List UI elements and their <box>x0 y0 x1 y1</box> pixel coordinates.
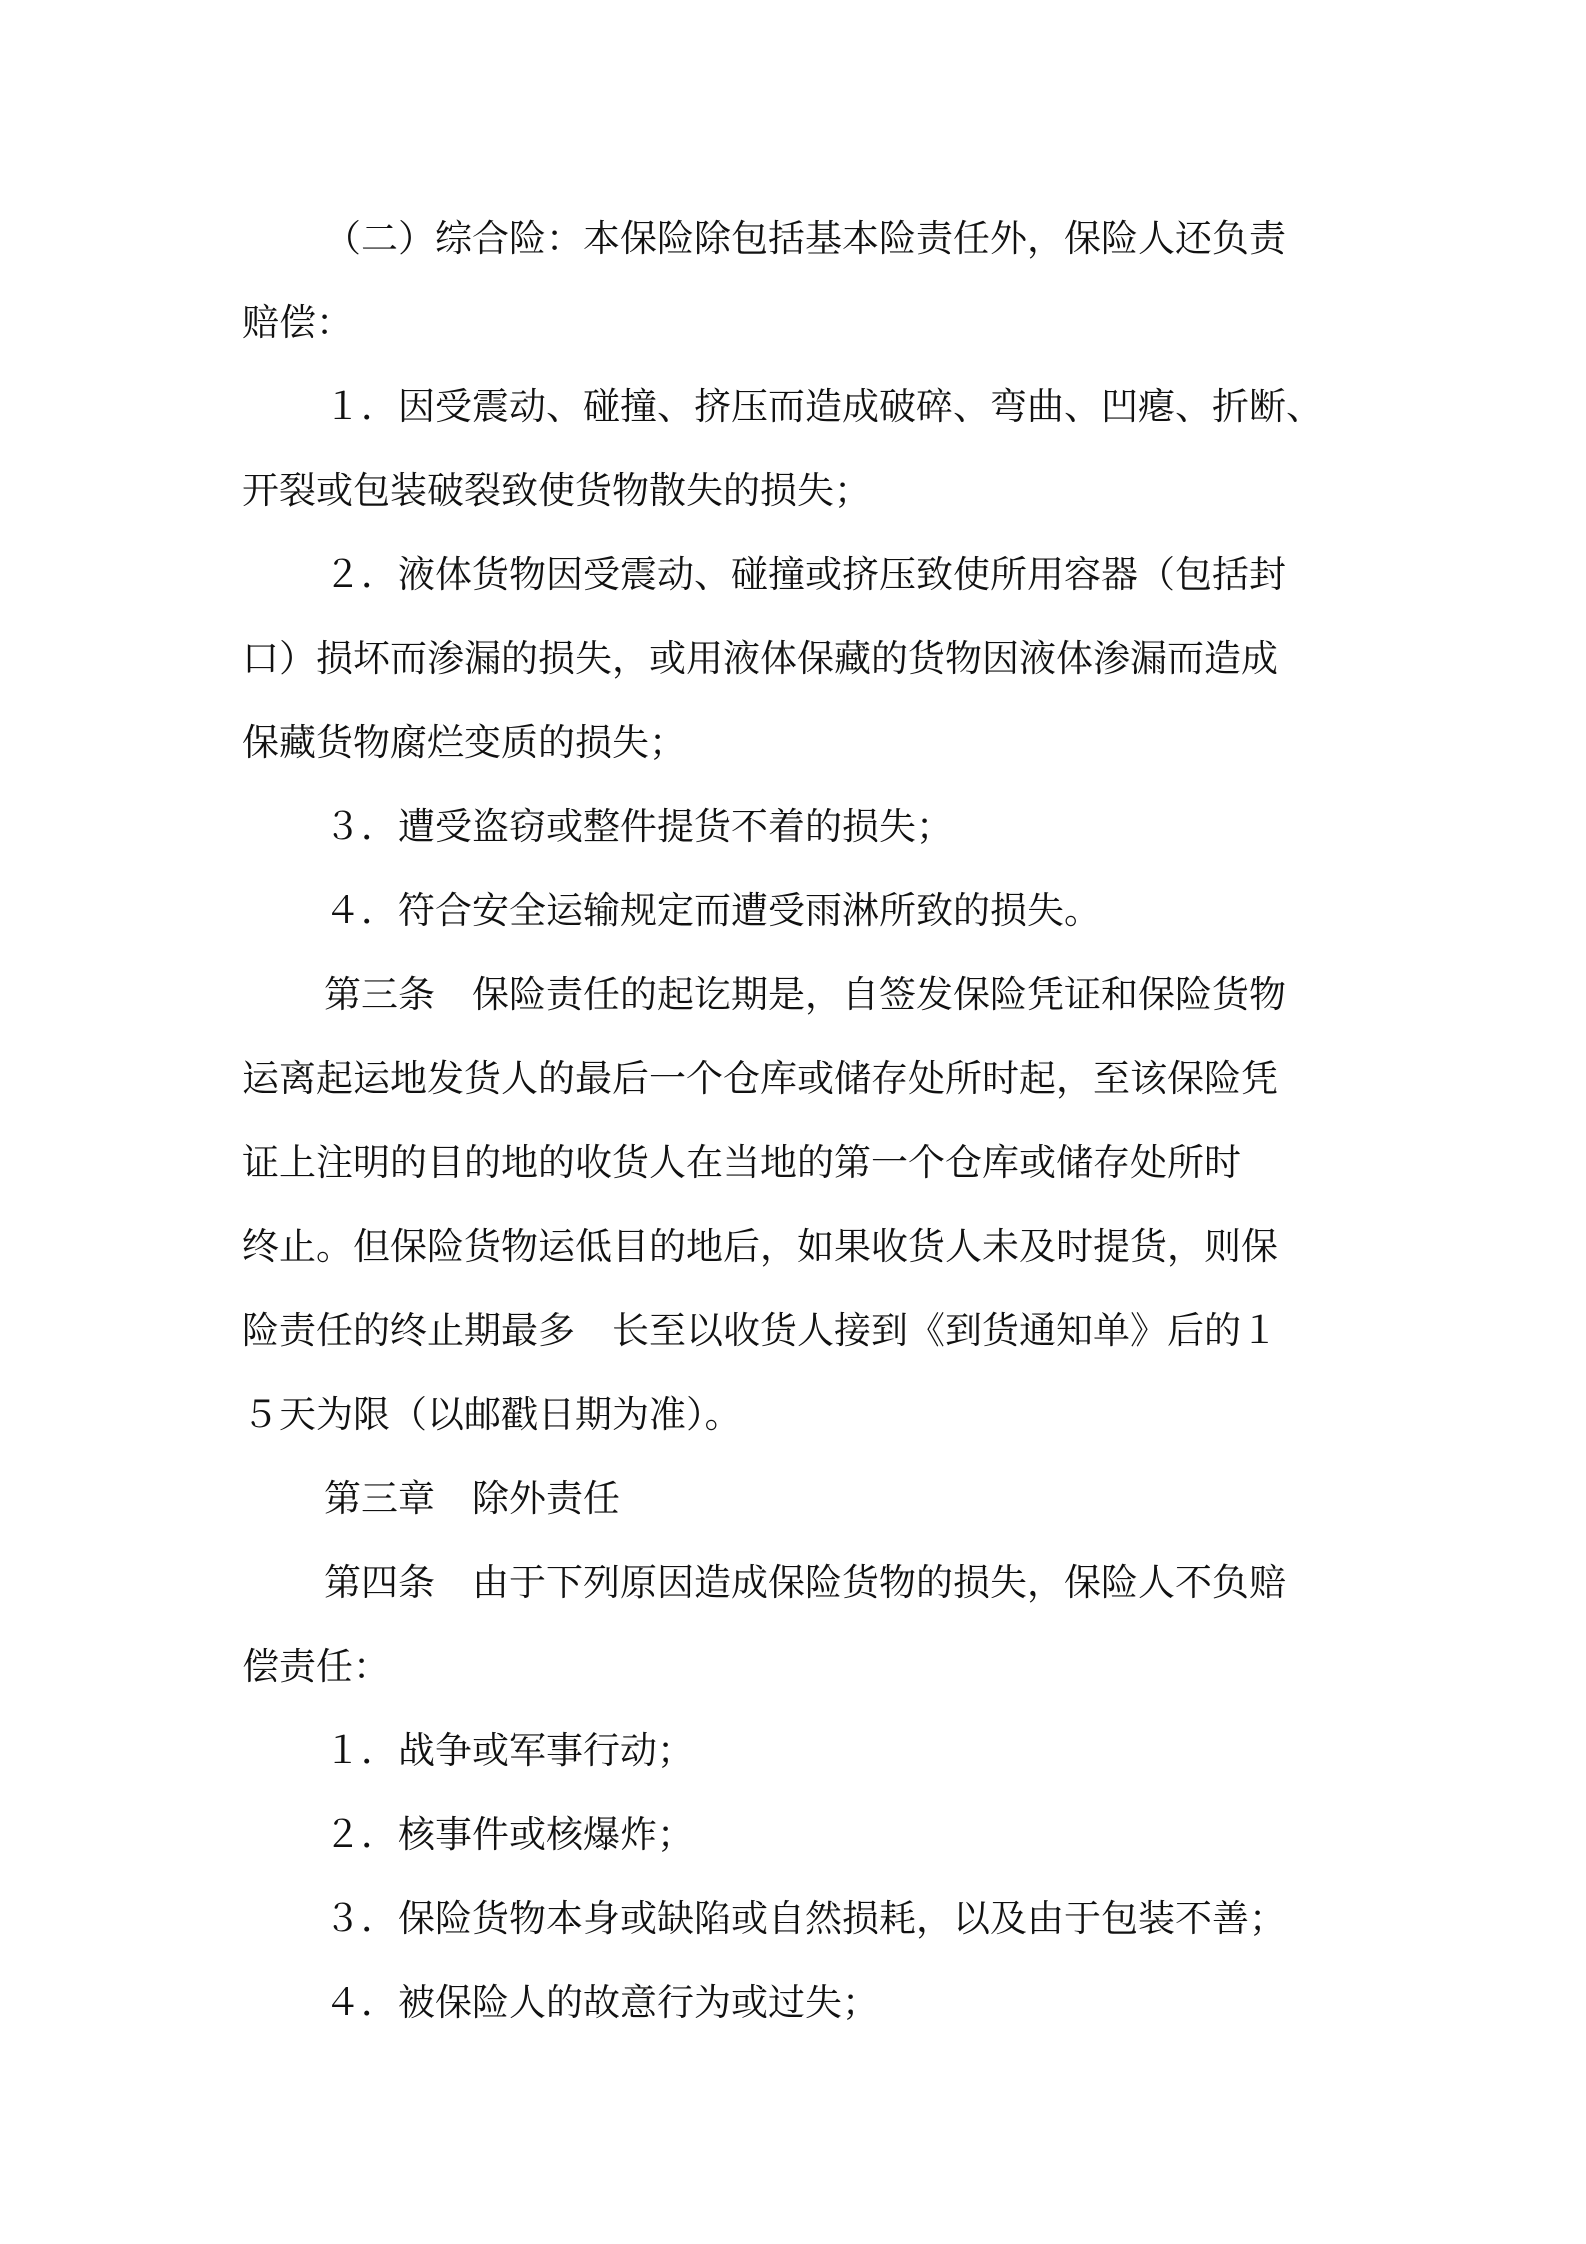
paragraph-line: 偿责任： <box>242 1645 390 1688</box>
paragraph-line: 口）损坏而渗漏的损失，或用液体保藏的货物因液体渗漏而造成 <box>242 637 1278 680</box>
paragraph-line: 赔偿： <box>242 301 353 344</box>
paragraph-line: ３．遭受盗窃或整件提货不着的损失； <box>324 805 953 848</box>
list-item: ４．被保险人的故意行为或过失； <box>324 1981 879 2024</box>
paragraph-line: １．因受震动、碰撞、挤压而造成破碎、弯曲、凹瘪、折断、 <box>324 385 1323 428</box>
paragraph-line: 第三条 保险责任的起讫期是，自签发保险凭证和保险货物 <box>324 973 1286 1016</box>
paragraph-line: 运离起运地发货人的最后一个仓库或储存处所时起，至该保险凭 <box>242 1057 1278 1100</box>
paragraph-line: （二）综合险：本保险除包括基本险责任外，保险人还负责 <box>324 217 1286 260</box>
paragraph-line: 终止。但保险货物运低目的地后，如果收货人未及时提货，则保 <box>242 1225 1278 1268</box>
list-item: ３．保险货物本身或缺陷或自然损耗，以及由于包装不善； <box>324 1897 1286 1940</box>
list-item: ２．核事件或核爆炸； <box>324 1813 694 1856</box>
paragraph-line: 开裂或包装破裂致使货物散失的损失； <box>242 469 871 512</box>
paragraph-line: ４．符合安全运输规定而遭受雨淋所致的损失。 <box>324 889 1101 932</box>
paragraph-line: ５天为限（以邮戳日期为准）。 <box>242 1393 742 1436</box>
paragraph-line: 保藏货物腐烂变质的损失； <box>242 721 686 764</box>
document-body <box>242 197 1354 2045</box>
paragraph-line: 险责任的终止期最多 长至以收货人接到《到货通知单》后的１ <box>242 1309 1278 1352</box>
list-item: １．战争或军事行动； <box>324 1729 694 1772</box>
chapter-heading: 第三章 除外责任 <box>324 1477 620 1520</box>
paragraph-line: 第四条 由于下列原因造成保险货物的损失，保险人不负赔 <box>324 1561 1286 1604</box>
paragraph-line: 证上注明的目的地的收货人在当地的第一个仓库或储存处所时 <box>242 1141 1241 1184</box>
paragraph-line: ２．液体货物因受震动、碰撞或挤压致使所用容器（包括封 <box>324 553 1286 596</box>
